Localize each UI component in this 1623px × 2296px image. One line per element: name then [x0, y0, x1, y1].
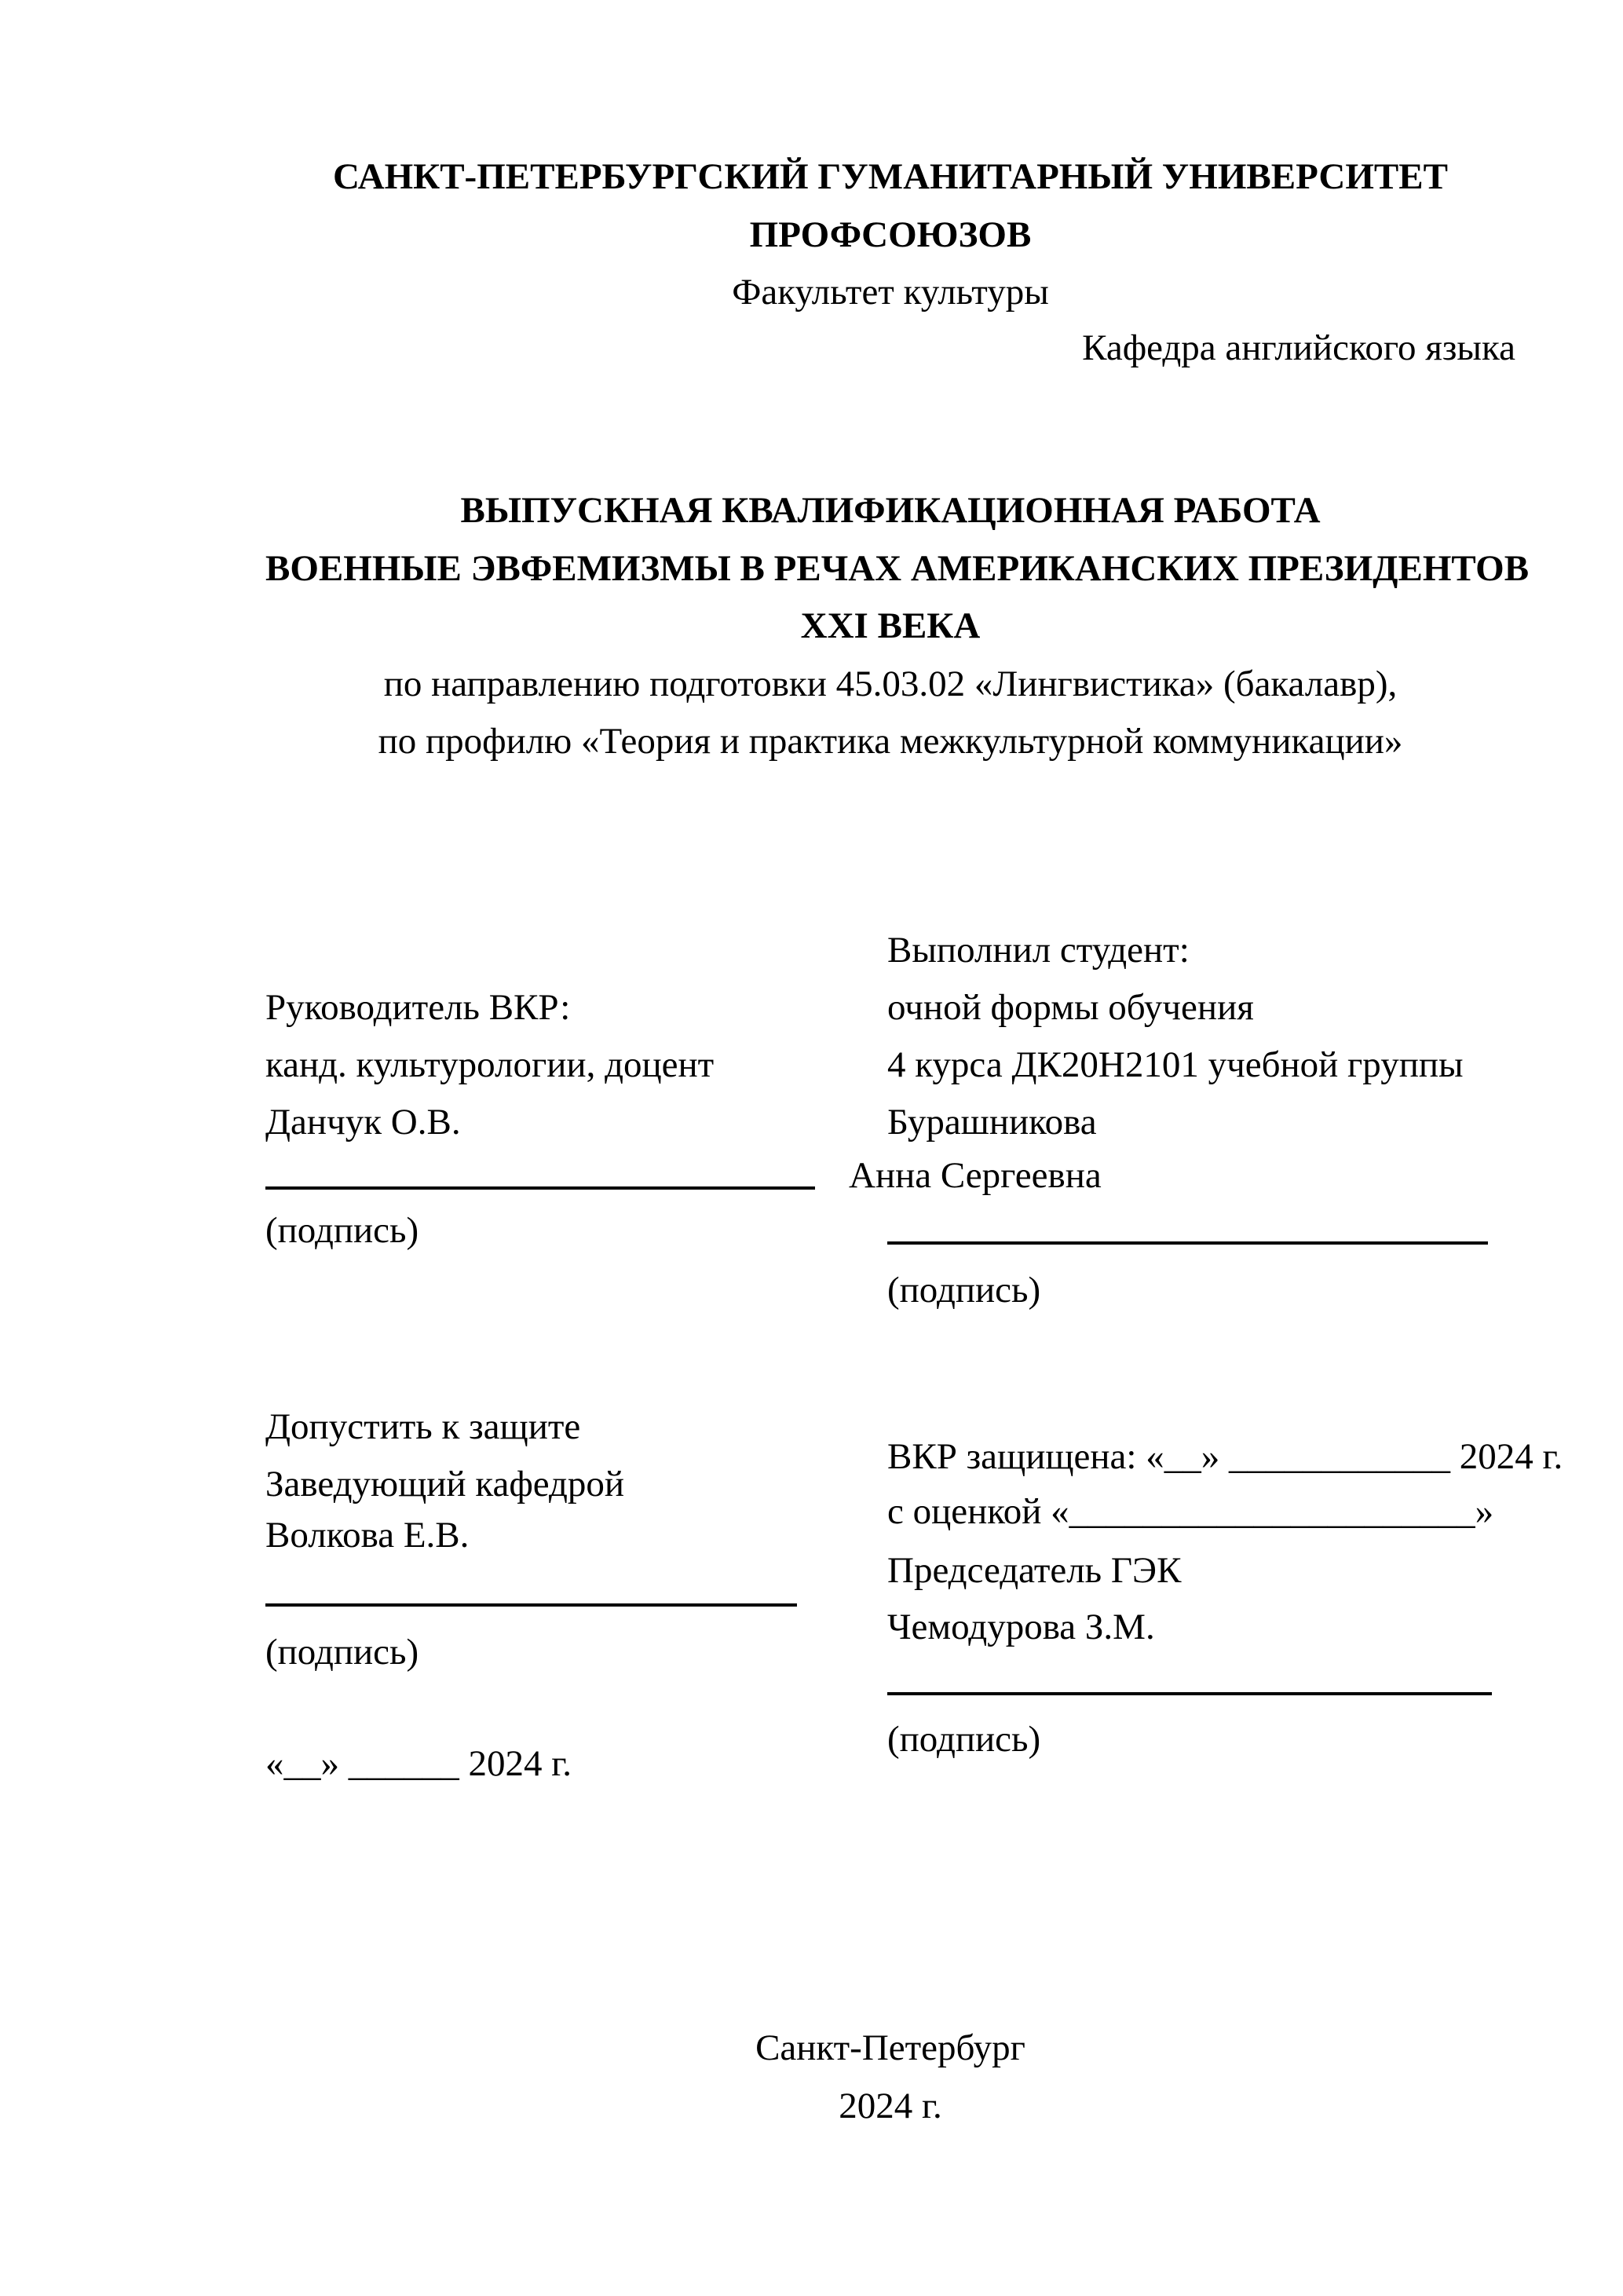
student-surname: Бурашникова [887, 1102, 1097, 1143]
supervisor-signature-line [265, 1186, 815, 1190]
student-signature-line [887, 1241, 1488, 1245]
admission-date-line: «__» ______ 2024 г. [265, 1743, 572, 1784]
supervisor-label: Руководитель ВКР: [265, 987, 571, 1028]
defense-signature-caption: (подпись) [887, 1719, 1041, 1760]
profile-line: по профилю «Теория и практика межкультурной коммуникации» [378, 721, 1403, 762]
footer-year: 2024 г. [839, 2086, 942, 2126]
student-label: Выполнил студент: [887, 930, 1190, 971]
supervisor-degree: канд. культурологии, доцент [265, 1044, 715, 1085]
gek-chair-name: Чемодурова З.М. [887, 1607, 1155, 1647]
student-study-form: очной формы обучения [887, 987, 1254, 1028]
admission-signature-line [265, 1603, 797, 1607]
defense-grade-line: с оценкой «______________________» [887, 1491, 1494, 1532]
work-type-heading: ВЫПУСКНАЯ КВАЛИФИКАЦИОННАЯ РАБОТА [460, 490, 1321, 531]
department-head-line: Заведующий кафедрой [265, 1464, 625, 1504]
thesis-title-line2: XXI ВЕКА [800, 605, 981, 646]
footer-city: Санкт-Петербург [755, 2027, 1025, 2068]
admission-signature-caption: (подпись) [265, 1632, 419, 1673]
student-firstname: Анна Сергеевна [849, 1155, 1102, 1196]
program-line: по направлению подготовки 45.03.02 «Лингвистика» (бакалавр), [383, 664, 1398, 704]
university-name-line1: САНКТ-ПЕТЕРБУРГСКИЙ ГУМАНИТАРНЫЙ УНИВЕРСИТЕТ [333, 156, 1448, 197]
student-signature-caption: (подпись) [887, 1270, 1041, 1311]
university-name-line2: ПРОФСОЮЗОВ [749, 214, 1032, 255]
department-head-name: Волкова Е.В. [265, 1515, 470, 1556]
supervisor-name: Данчук О.В. [265, 1102, 461, 1143]
department-line: Кафедра английского языка [1082, 327, 1515, 368]
gek-chair-label: Председатель ГЭК [887, 1550, 1182, 1591]
defense-signature-line [887, 1692, 1492, 1695]
faculty-line: Факультет культуры [732, 272, 1049, 313]
student-group: 4 курса ДК20Н2101 учебной группы [887, 1044, 1464, 1085]
admission-line: Допустить к защите [265, 1406, 581, 1447]
supervisor-signature-caption: (подпись) [265, 1210, 419, 1251]
thesis-title-line1: ВОЕННЫЕ ЭВФЕМИЗМЫ В РЕЧАХ АМЕРИКАНСКИХ ПРЕЗИДЕНТОВ [265, 548, 1530, 589]
defense-date-line: ВКР защищена: «__» ____________ 2024 г. [887, 1436, 1563, 1477]
